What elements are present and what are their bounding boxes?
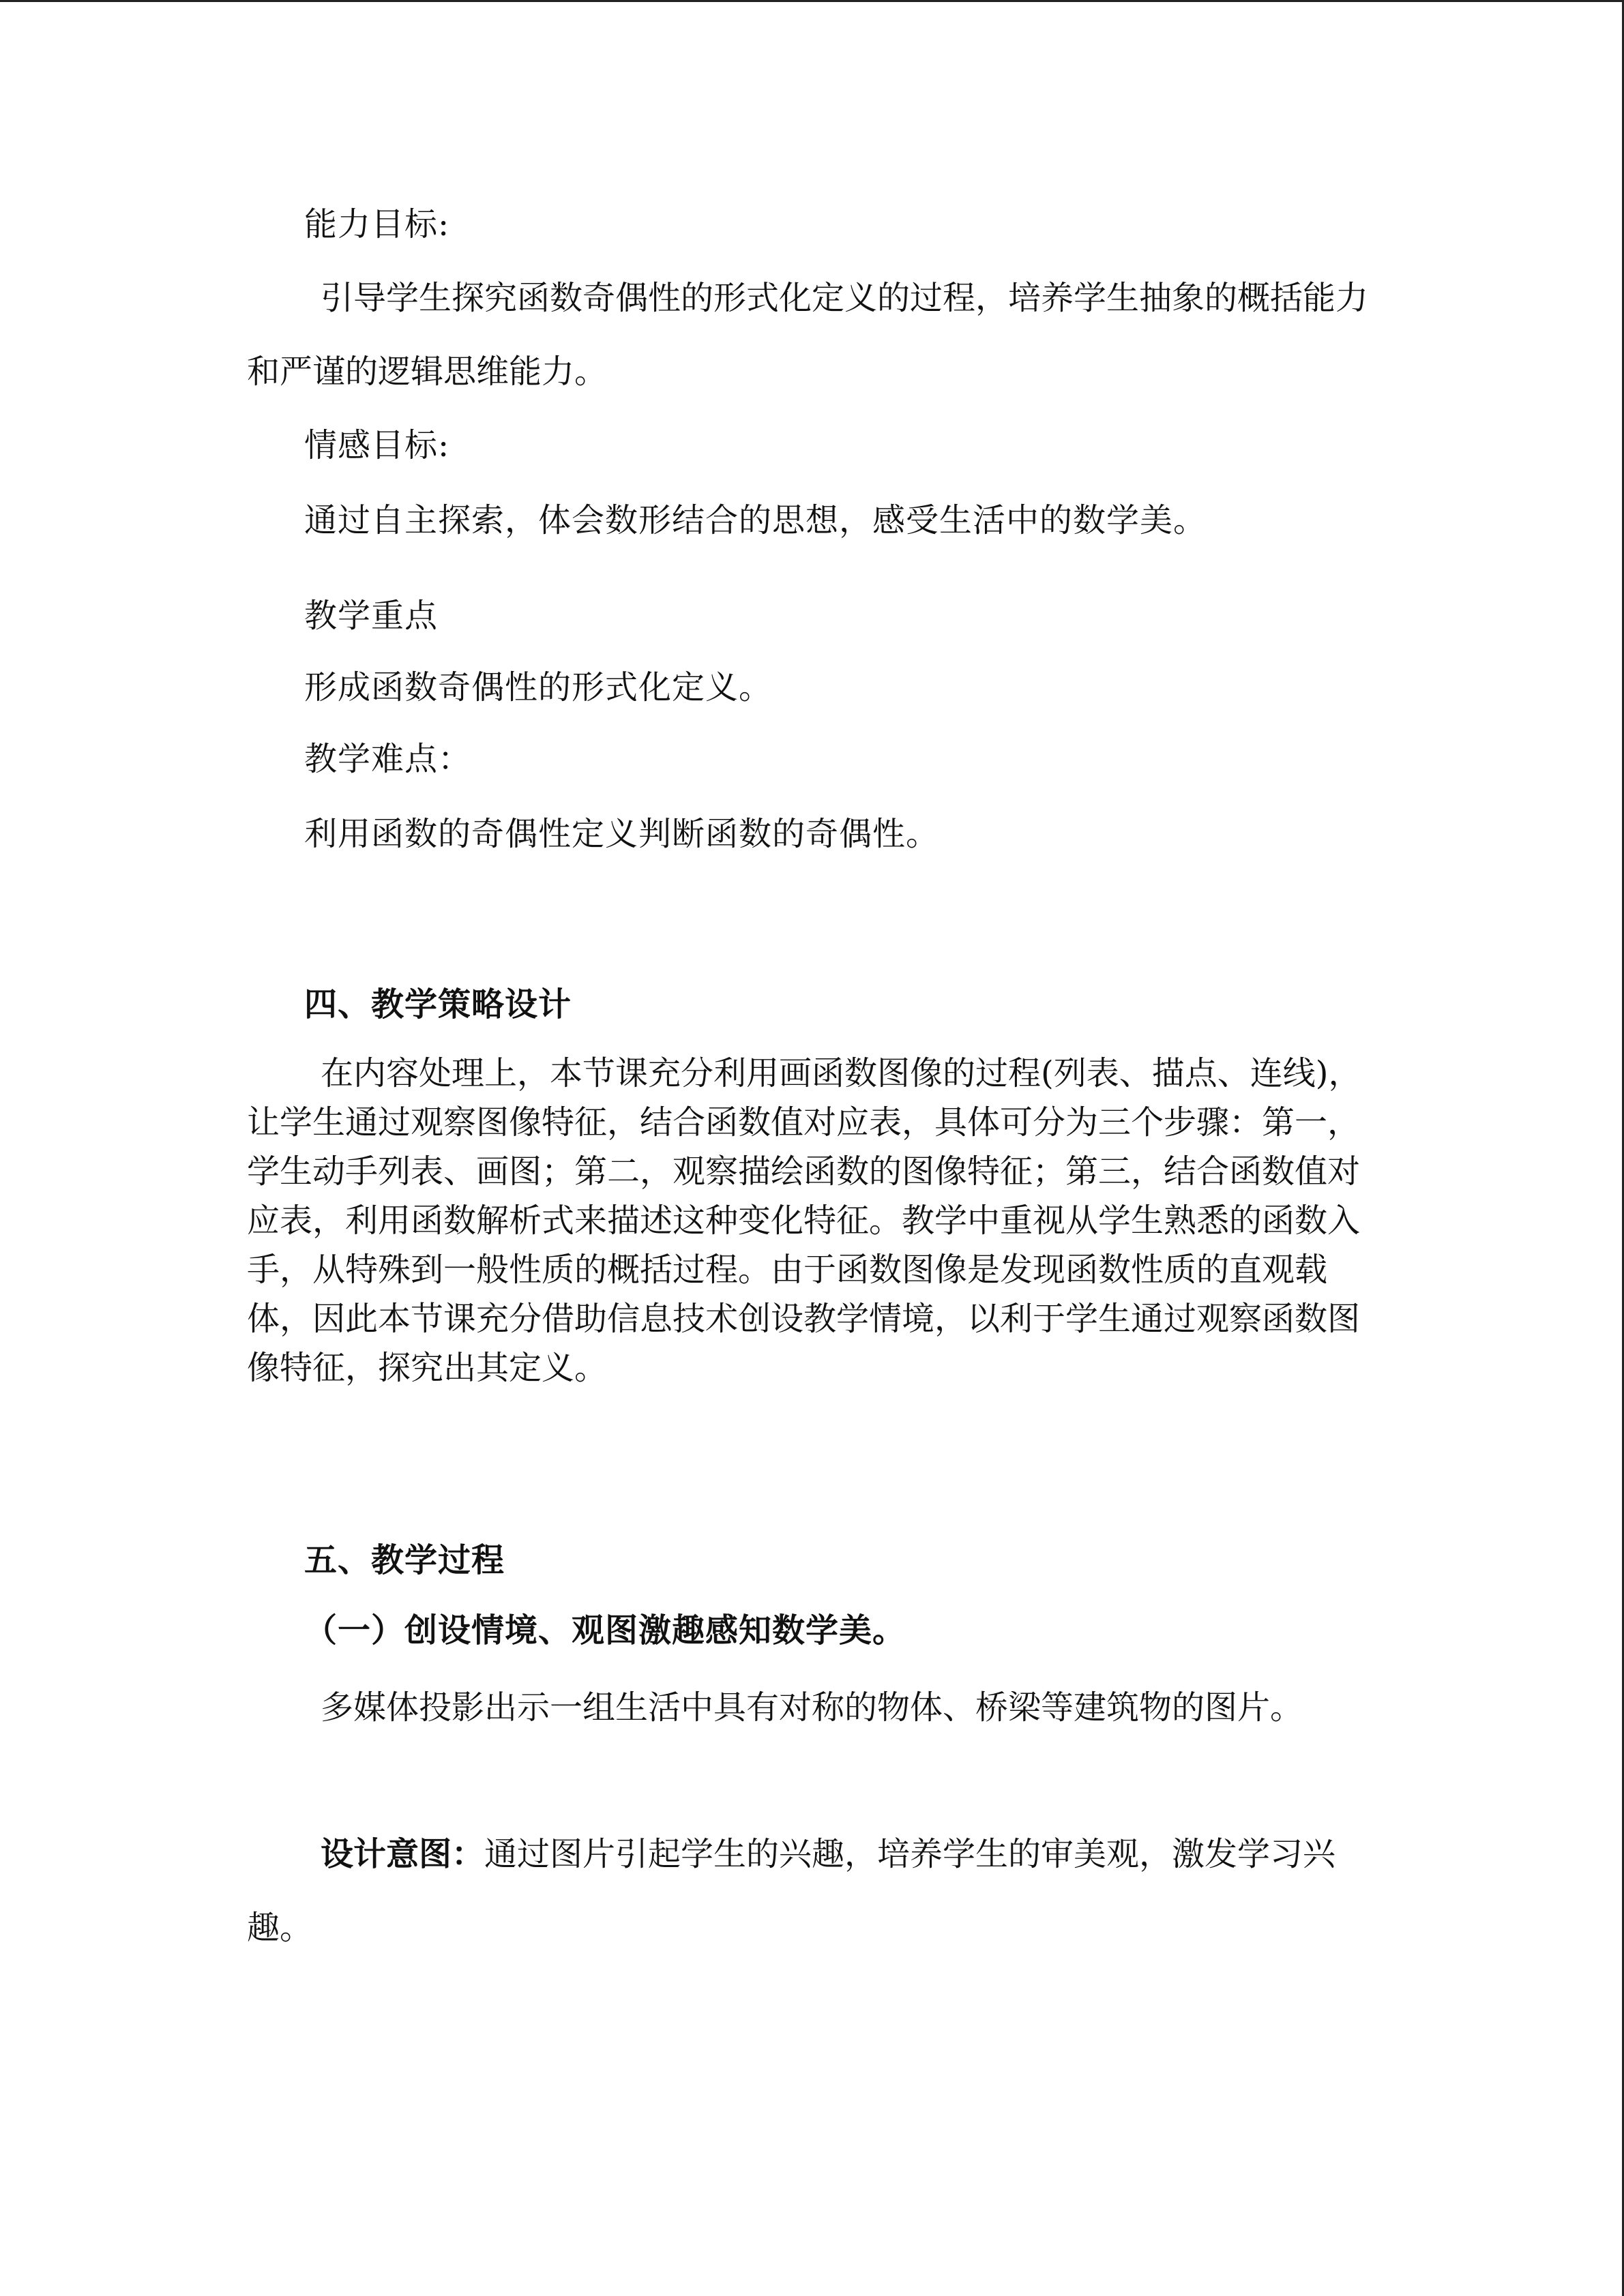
difficulty-heading: 教学难点： xyxy=(304,740,472,778)
section5-text: 多媒体投影出示一组生活中具有对称的物体、桥梁等建筑物的图片。 xyxy=(321,1688,1303,1727)
emotion-goal-heading: 情感目标: xyxy=(304,426,450,464)
section5-subheading: （一）创设情境、观图激趣感知数学美。 xyxy=(304,1611,906,1650)
section4-text: 在内容处理上，本节课充分利用画函数图像的过程(列表、描点、连线)，让学生通过观察图像特征，结合函数值对应表，具体可分为三个步骤：第一，学生动手列表、画图；第二，观察描绘函数的图像特征；第三，结合函数值对应表，利用函数解析式来描述这种变化特征。教学中重视从学生熟悉的函数入手，从特殊到一般性质的概括过程。由于函数图像是发现函数性质的直观载体，因此本节课充分借助信息技术创设教学情境，以利于学生通过观察函数图像特征，探究出其定义。 xyxy=(247,1054,1361,1387)
section4-heading: 四、教学策略设计 xyxy=(304,985,572,1024)
key-point-heading: 教学重点 xyxy=(304,597,439,635)
design-intent-paragraph xyxy=(247,1817,1372,1965)
key-point-text: 形成函数奇偶性的形式化定义。 xyxy=(304,668,773,706)
ability-goal-heading: 能力目标: xyxy=(304,205,450,243)
ability-goal-text: 引导学生探究函数奇偶性的形式化定义的过程，培养学生抽象的概括能力和严谨的逻辑思维能力。 xyxy=(247,279,1369,391)
section5-heading: 五、教学过程 xyxy=(304,1541,505,1579)
design-intent-text: 通过图片引起学生的兴趣，培养学生的审美观，激发学习兴趣。 xyxy=(247,1835,1336,1947)
difficulty-text: 利用函数的奇偶性定义判断函数的奇偶性。 xyxy=(304,815,940,853)
design-intent-label: 设计意图： xyxy=(321,1835,485,1873)
emotion-goal-text: 通过自主探索，体会数形结合的思想，感受生活中的数学美。 xyxy=(304,501,1207,539)
